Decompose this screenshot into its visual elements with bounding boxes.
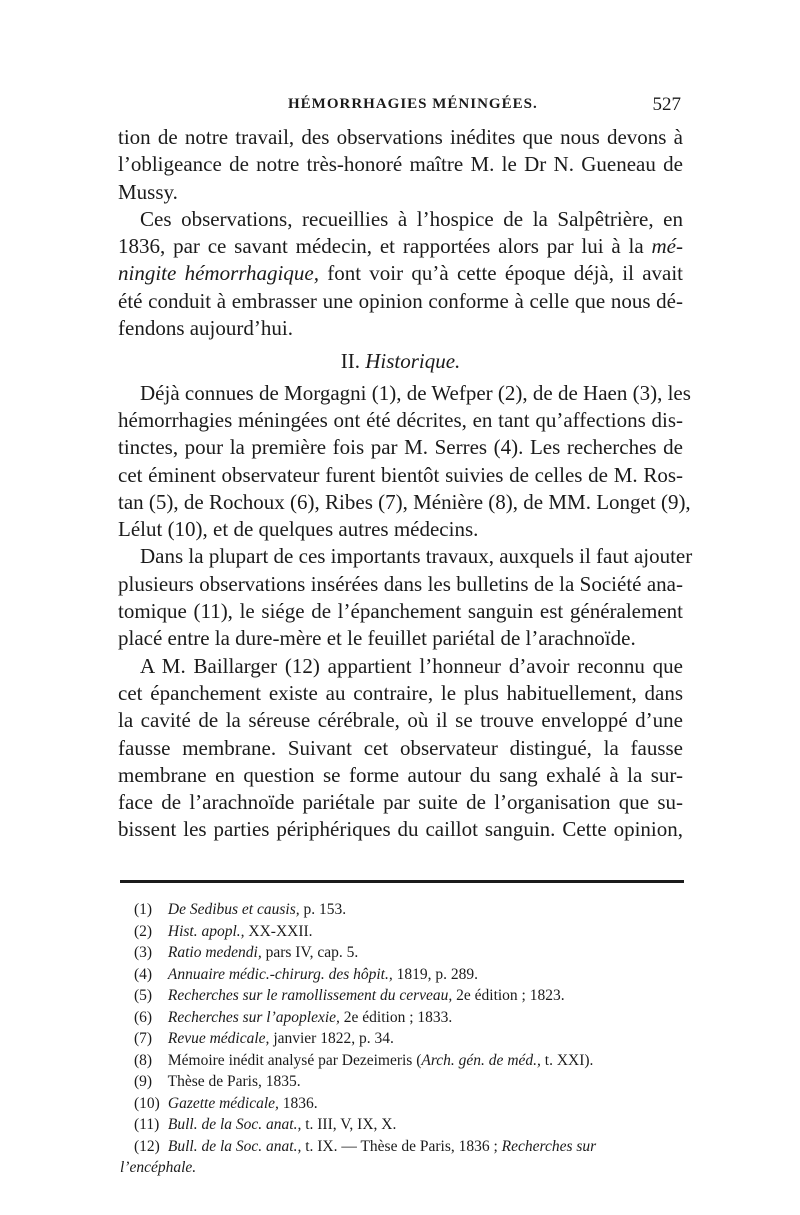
body-text bbox=[118, 124, 693, 844]
text-line: l’obligeance de notre très-honoré maître M. le Dr N. Gueneau de bbox=[118, 152, 683, 177]
footnote: (4) Annuaire médic.-chirurg. des hôpit., 1819, p. 289. bbox=[134, 965, 478, 983]
text-line: la cavité de la séreuse cérébrale, où il se trouve enveloppé d’une bbox=[118, 708, 683, 733]
text-line: tion de notre travail, des observations inédites que nous devons à bbox=[118, 125, 683, 149]
text-line: plusieurs observations insérées dans les bulletins de la Société ana- bbox=[118, 571, 683, 596]
page-number: 527 bbox=[652, 94, 681, 115]
text-line: placé entre la dure-mère et le feuillet pariétal de l’arachnoïde. bbox=[118, 626, 636, 651]
text-line: Déjà connues de Morgagni (1), de Wefper (2), de de Haen (3), les bbox=[140, 380, 691, 405]
footnote: (8) Mémoire inédit analysé par Dezeimeris (Arch. gén. de méd., t. XXI). bbox=[134, 1051, 594, 1069]
text-line: bissent les parties périphériques du caillot sanguin. Cette opinion, bbox=[118, 817, 683, 842]
text-line: tinctes, pour la première fois par M. Serres (4). Les recherches de bbox=[118, 435, 683, 460]
text-line: cet éminent observateur furent bientôt suivies de celles de M. Ros- bbox=[118, 462, 683, 487]
footnote-continuation: l’encéphale. bbox=[120, 1159, 197, 1176]
footnote: (7) Revue médicale, janvier 1822, p. 34. bbox=[134, 1030, 394, 1047]
text-line: tan (5), de Rochoux (6), Ribes (7), Ménière (8), de MM. Longet (9), bbox=[118, 489, 691, 514]
footnote: (6) Recherches sur l’apoplexie, 2e édition ; 1833. bbox=[134, 1008, 453, 1026]
text-line: cet épanchement existe au contraire, le plus habituellement, dans bbox=[118, 680, 683, 705]
footnote-rule bbox=[120, 880, 684, 883]
footnote: (2) Hist. apopl., XX-XXII. bbox=[134, 922, 313, 940]
text-line: tomique (11), le siége de l’épanchement sanguin est généralement bbox=[118, 599, 683, 624]
text-line: Lélut (10), et de quelques autres médecins. bbox=[118, 517, 479, 542]
running-head: HÉMORRHAGIES MÉNINGÉES. bbox=[288, 96, 538, 112]
text-line: fausse membrane. Suivant cet observateur distingué, la fausse bbox=[118, 735, 683, 760]
footnote: (10) Gazette médicale, 1836. bbox=[134, 1094, 318, 1112]
text-line: membrane en question se forme autour du sang exhalé à la sur- bbox=[118, 762, 683, 787]
text-line: face de l’arachnoïde pariétale par suite de l’organisation que su- bbox=[118, 790, 683, 815]
footnote: (9) Thèse de Paris, 1835. bbox=[134, 1073, 301, 1090]
text-line: Ces observations, recueillies à l’hospice de la Salpêtrière, en bbox=[140, 206, 683, 231]
footnotes bbox=[120, 899, 685, 1179]
text-line: 1836, par ce savant médecin, et rapportées alors par lui à la mé- bbox=[118, 234, 683, 259]
page-header bbox=[118, 96, 683, 120]
footnote: (5) Recherches sur le ramollissement du cerveau, 2e édition ; 1823. bbox=[134, 987, 565, 1004]
text-line: été conduit à embrasser une opinion conforme à celle que nous dé- bbox=[118, 288, 683, 313]
text-line: ningite hémorrhagique, font voir qu’à cette époque déjà, il avait bbox=[118, 261, 683, 286]
section-heading: II. Historique. bbox=[340, 349, 461, 374]
text-line: fendons aujourd’hui. bbox=[118, 316, 293, 341]
footnote: (12) Bull. de la Soc. anat., t. IX. — Thèse de Paris, 1836 ; Recherches sur bbox=[134, 1137, 597, 1155]
text-line: hémorrhagies méningées ont été décrites, en tant qu’affections dis- bbox=[118, 407, 683, 432]
text-line: Mussy. bbox=[118, 179, 178, 204]
text-line: Dans la plupart de ces importants travaux, auxquels il faut ajouter bbox=[140, 544, 693, 569]
footnote: (11) Bull. de la Soc. anat., t. III, V, IX, X. bbox=[134, 1116, 397, 1133]
footnote: (1) De Sedibus et causis, p. 153. bbox=[134, 901, 347, 918]
text-line: A M. Baillarger (12) appartient l’honneur d’avoir reconnu que bbox=[140, 653, 683, 678]
footnote: (3) Ratio medendi, pars IV, cap. 5. bbox=[134, 944, 359, 961]
